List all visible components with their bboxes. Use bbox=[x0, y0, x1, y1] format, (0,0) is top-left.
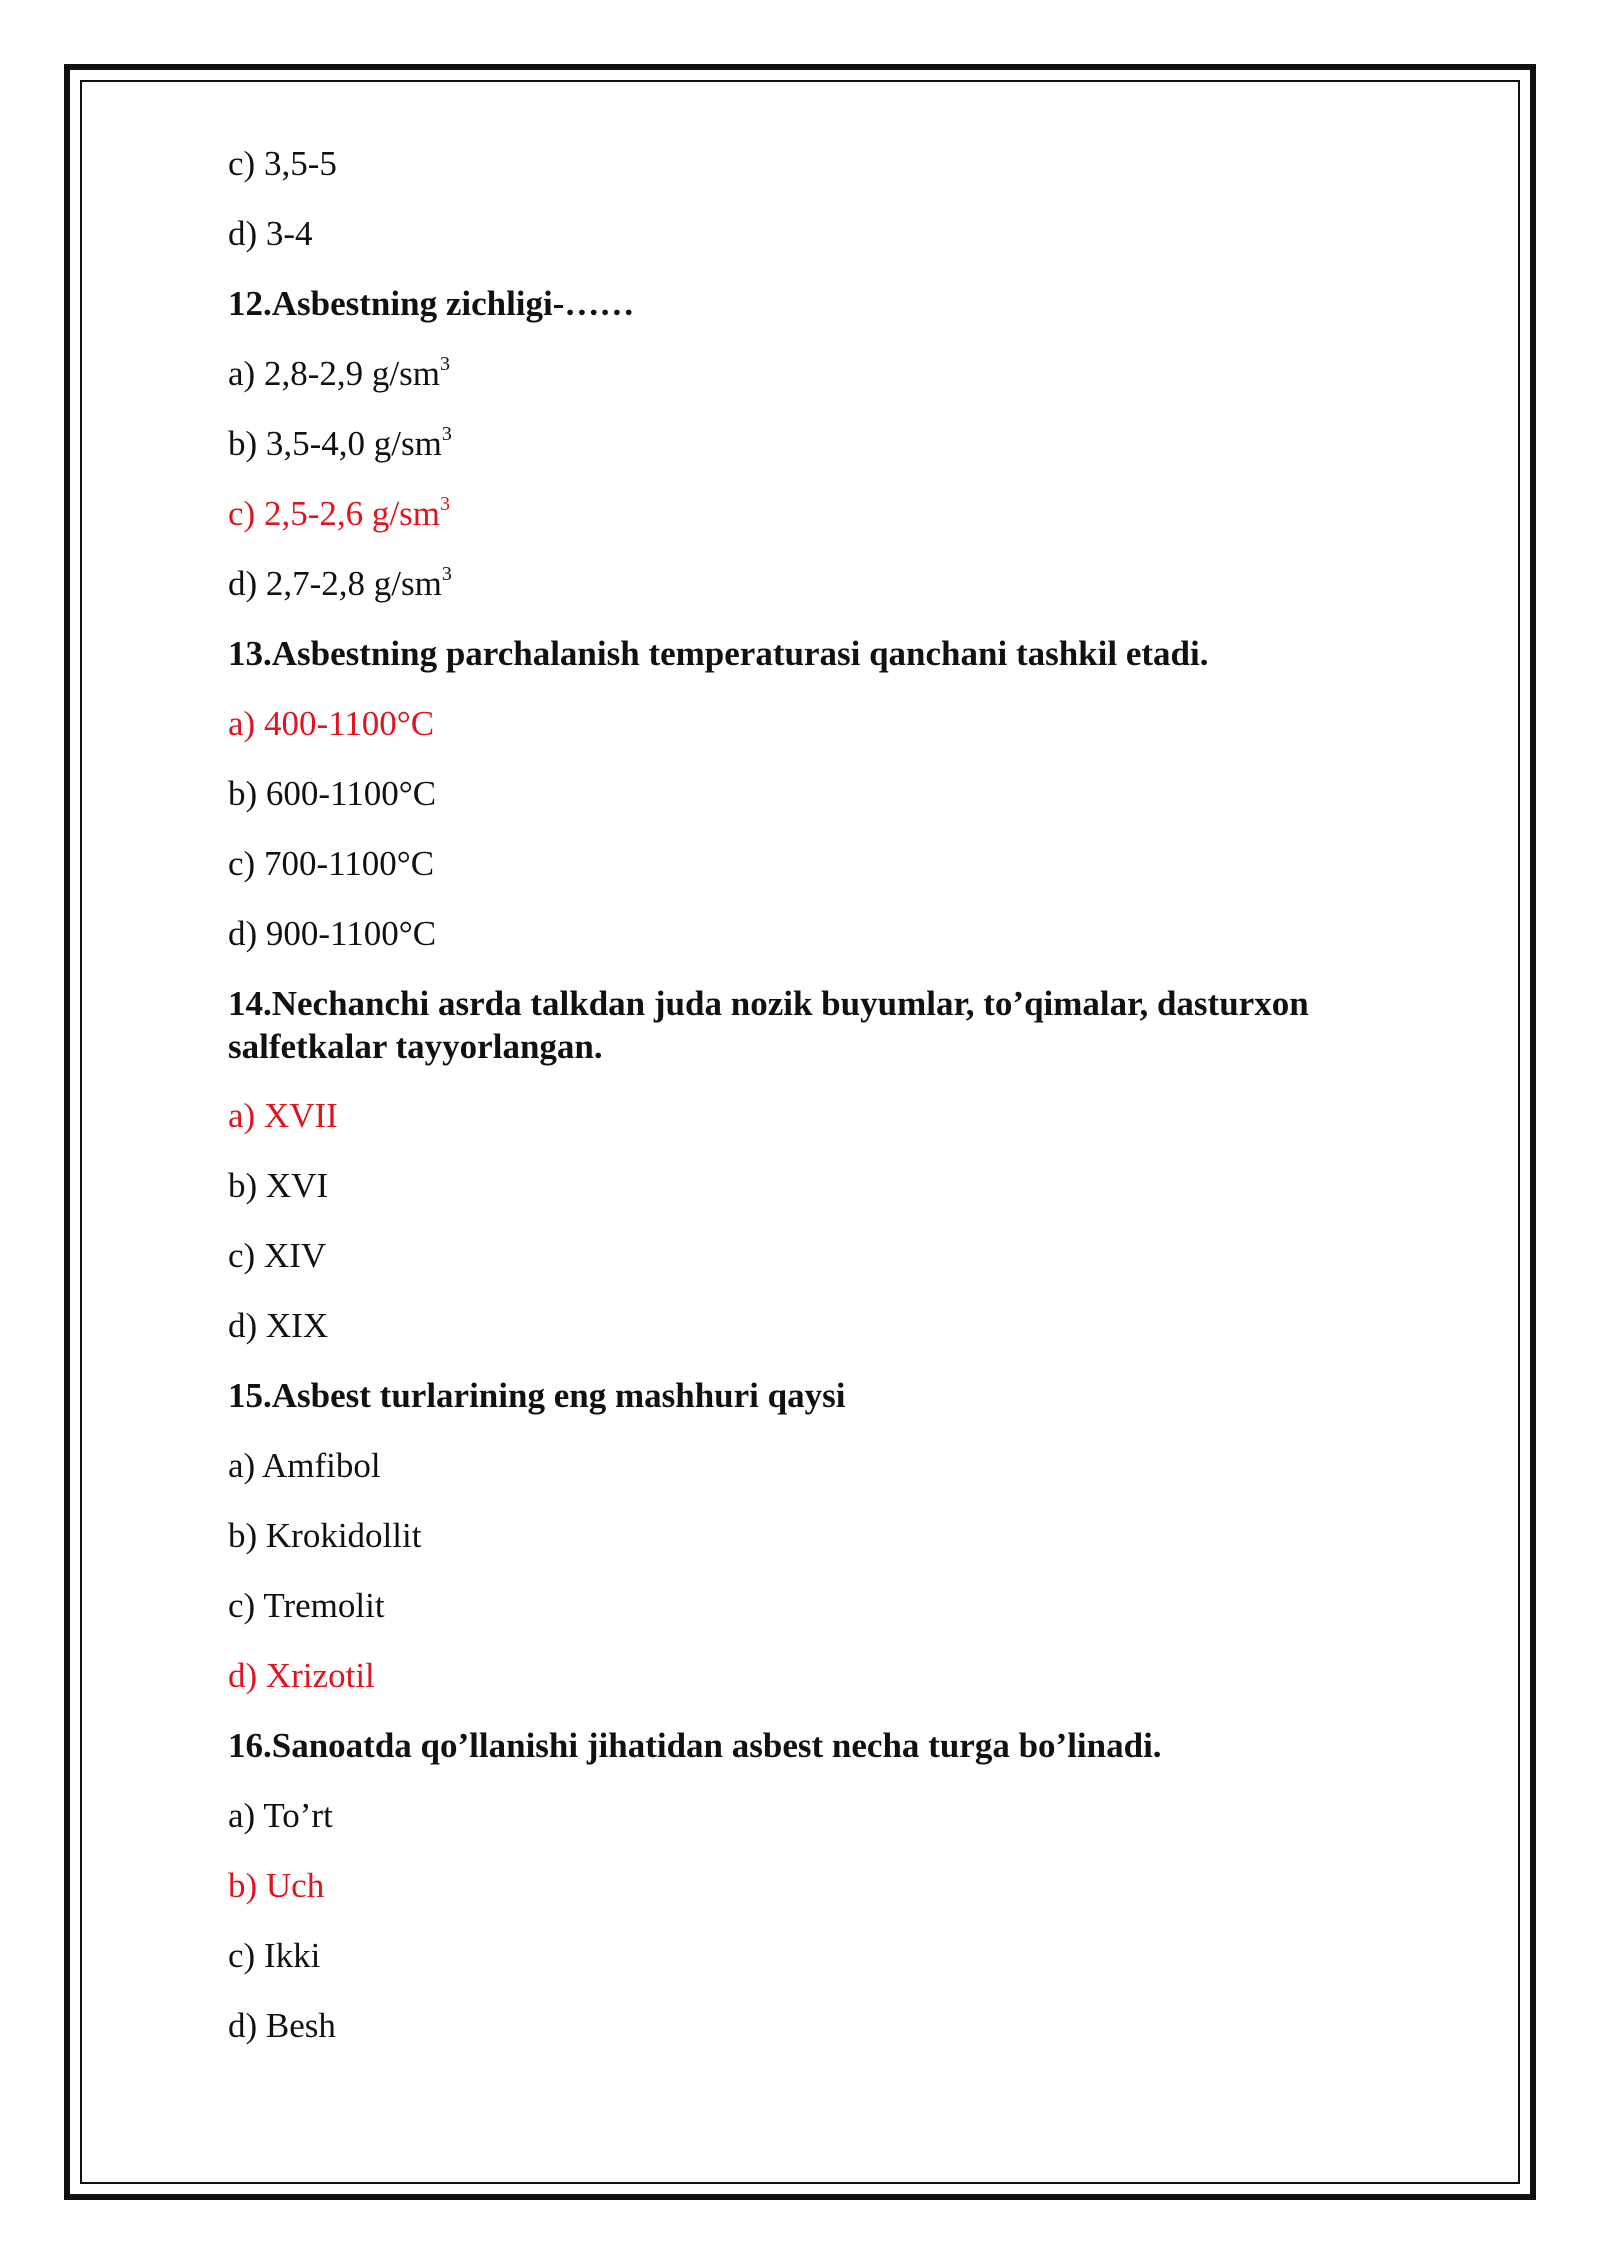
option-a-correct: a) XVII bbox=[228, 1096, 338, 1135]
question-16: 16.Sanoatda qo’llanishi jihatidan asbest necha turga bo’linadi. bbox=[228, 1726, 1162, 1765]
option-c: c) 700-1100°C bbox=[228, 844, 435, 883]
question-12: 12.Asbestning zichligi-…… bbox=[228, 284, 635, 323]
option-d: d) Besh bbox=[228, 2006, 336, 2045]
question-13: 13.Asbestning parchalanish temperaturasi qanchani tashkil etadi. bbox=[228, 634, 1209, 673]
option-d: d) 2,7-2,8 $g/sm^3$ bbox=[228, 563, 452, 603]
option-c: c) Tremolit bbox=[228, 1586, 385, 1625]
option-b: b) XVI bbox=[228, 1166, 329, 1205]
option-a: a) 2,8-2,9 $g/sm^3$ bbox=[228, 353, 450, 393]
option-c: c) 3,5-5 bbox=[228, 144, 337, 183]
option-b-correct: b) Uch bbox=[228, 1866, 325, 1905]
option-b: b) 600-1100°C bbox=[228, 774, 437, 813]
question-14: 14.Nechanchi asrda talkdan juda nozik buyumlar, to’qimalar, dasturxon salfetkalar tayyorlangan. bbox=[228, 984, 1309, 1066]
option-d: d) 900-1100°C bbox=[228, 914, 437, 953]
option-a-correct: a) 400-1100°C bbox=[228, 704, 435, 743]
option-a: a) To’rt bbox=[228, 1796, 333, 1835]
option-c: c) XIV bbox=[228, 1236, 327, 1275]
question-15: 15.Asbest turlarining eng mashhuri qaysi bbox=[228, 1376, 846, 1415]
option-c: c) Ikki bbox=[228, 1936, 321, 1975]
option-b: b) 3,5-4,0 $g/sm^3$ bbox=[228, 423, 452, 463]
option-b: b) Krokidollit bbox=[228, 1516, 422, 1555]
option-a: a) Amfibol bbox=[228, 1446, 381, 1485]
quiz-content bbox=[228, 142, 1408, 2074]
option-d: d) XIX bbox=[228, 1306, 329, 1345]
option-c-correct: c) 2,5-2,6 $g/sm^3$ bbox=[228, 493, 450, 533]
option-d: d) 3-4 bbox=[228, 214, 313, 253]
option-d-correct: d) Xrizotil bbox=[228, 1656, 375, 1695]
